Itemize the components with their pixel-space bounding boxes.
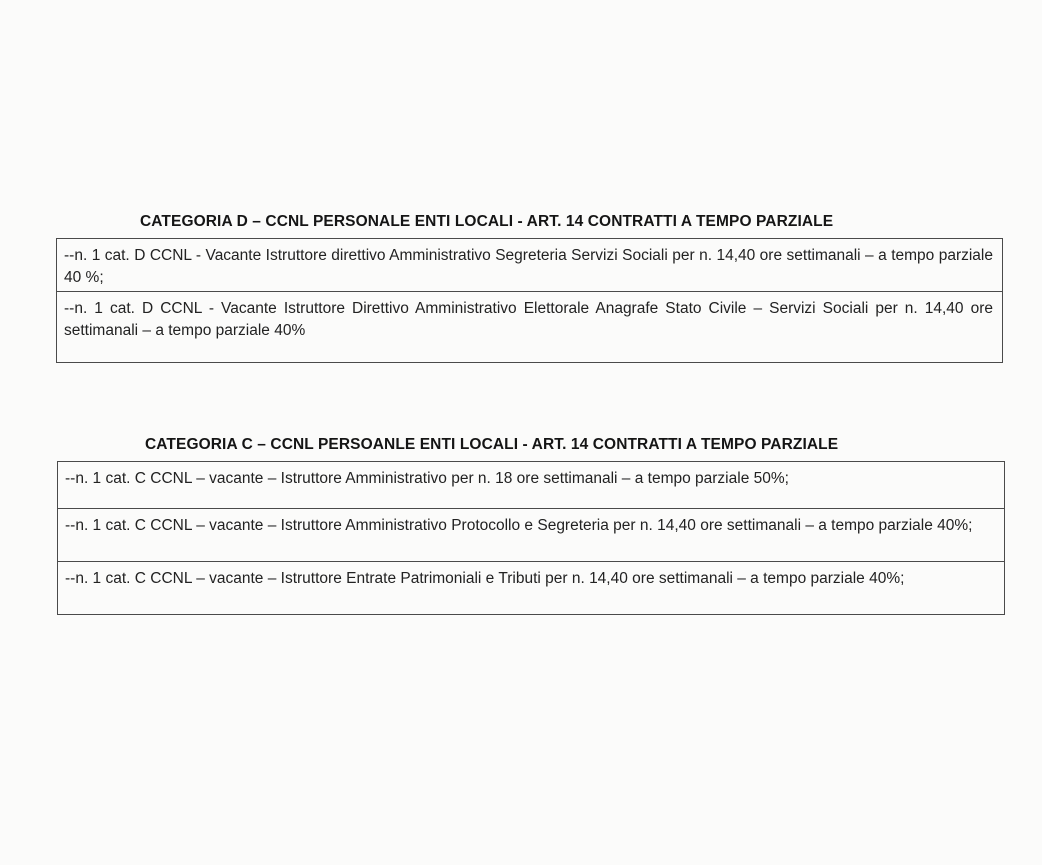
table-row: --n. 1 cat. C CCNL – vacante – Istruttore Amministrativo Protocollo e Segreteria per n. 14,40 ore settimanali – a tempo parziale 40%;	[58, 508, 1004, 561]
table-row: --n. 1 cat. C CCNL – vacante – Istruttore Entrate Patrimoniali e Tributi per n. 14,40 ore settimanali – a tempo parziale 40%;	[58, 561, 1004, 614]
section-c-table	[57, 461, 1005, 615]
section-c-heading: CATEGORIA C – CCNL PERSOANLE ENTI LOCALI - ART. 14 CONTRATTI A TEMPO PARZIALE	[145, 436, 839, 453]
section-d-heading: CATEGORIA D – CCNL PERSONALE ENTI LOCALI - ART. 14 CONTRATTI A TEMPO PARZIALE	[140, 213, 834, 230]
table-row: --n. 1 cat. D CCNL - Vacante Istruttore direttivo Amministrativo Segreteria Servizi Sociali per n. 14,40 ore settimanali – a tempo parziale 40 %;	[64, 247, 993, 286]
section-d-table	[56, 238, 1003, 363]
table-row: --n. 1 cat. D CCNL - Vacante Istruttore Direttivo Amministrativo Elettorale Anagrafe Stato Civile – Servizi Sociali per n. 14,40 ore settimanali – a tempo parziale 40%	[57, 291, 1002, 362]
table-row: --n. 1 cat. C CCNL – vacante – Istruttore Amministrativo per n. 18 ore settimanali – a tempo parziale 50%;	[65, 470, 789, 487]
